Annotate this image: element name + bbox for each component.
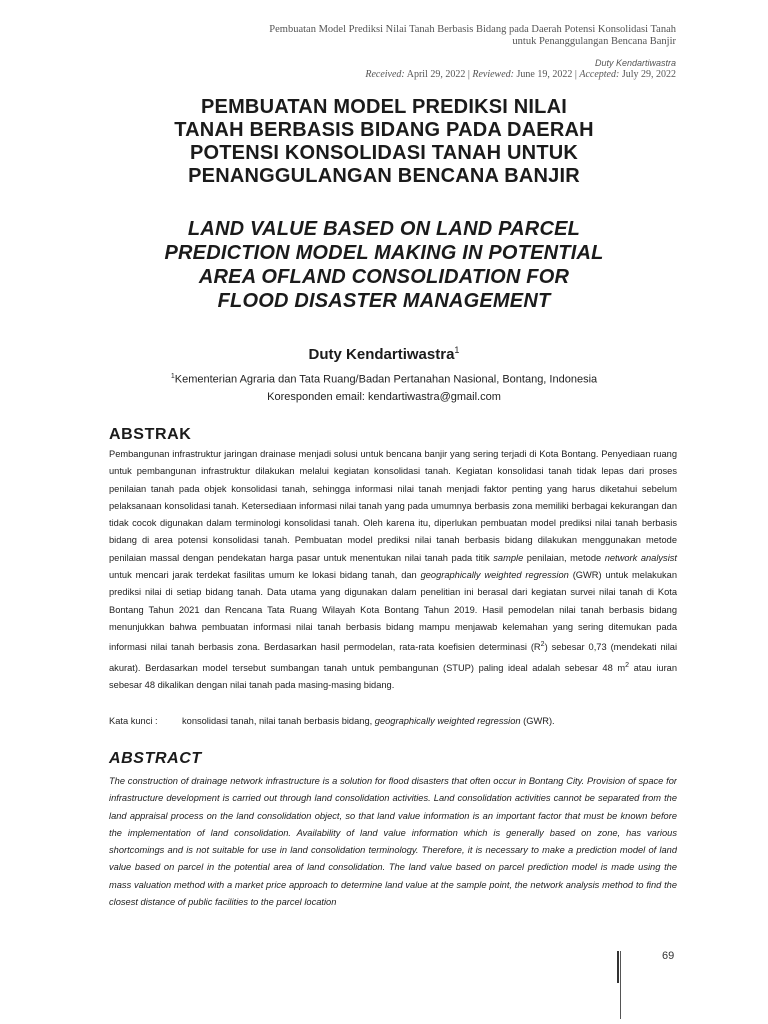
title-english (0, 217, 768, 313)
running-header-author: Duty Kendartiwastra (594, 58, 676, 68)
separator: | (467, 69, 470, 80)
keywords-label: Kata kunci : (109, 716, 158, 726)
abstrak-body (109, 446, 677, 694)
abstrak-term-sample: sample (493, 552, 524, 563)
title-indonesian (0, 96, 768, 188)
separator: | (574, 69, 577, 80)
running-title-line-2: untuk Penanggulangan Bencana Banjir (512, 36, 676, 47)
abstrak-term-network: network analysist (604, 552, 677, 563)
abstrak-text: untuk mencari jarak terdekat fasilitas umum ke lokasi bidang tanah, dan (109, 570, 421, 581)
page-number: 69 (662, 950, 675, 962)
abstract-body: The construction of drainage network infrastructure is a solution for flood disasters that often occur in Bontang City. Provision of space for infrastructure development is carried out through land consolidation activities. Land consolidation activities cannot be separated from the land appraisal process on the land consolidation object, so that land value information is an important factor that must be known before the implementation of land consolidation. Availability of land value information which is generally based on zone, has various shortcomings and is not suitable for use in land consolidation terminology. Therefore, it is necessary to make a prediction model of land value based on parcel in the potential area of land consolidation. The land value based on parcel prediction model is made using the mass valuation method with a market price approach to determine land value at the sample point, the network analysis method to find the closest distance of public facilities to the parcel location (109, 776, 677, 908)
abstrak-text: penilaian, metode (523, 552, 605, 563)
abstrak-heading: ABSTRAK (109, 426, 192, 443)
title-en-line: FLOOD DISASTER MANAGEMENT (217, 290, 551, 312)
keywords-tail: (GWR). (520, 716, 555, 726)
author-name-text: Duty Kendartiwastra (308, 346, 455, 363)
author-sup: 1 (454, 345, 460, 355)
title-id-line: PENANGGULANGAN BENCANA BANJIR (188, 165, 580, 187)
abstrak-text: Pembangunan infrastruktur jaringan drainase menjadi solusi untuk bencana banjir yang sering terjadi di Kota Bontang. Penyediaan ruang untuk pembangunan infrastruktur dilakukan melalui kegiatan konsolidasi tanah. Kegiatan konsolidasi tanah tidak lepas dari proses penilaian tanah pada objek konsolidasi tanah, sehingga informasi nilai tanah menjadi faktor penting yang harus diketahui sebelum pelaksanaan konsolidasi tanah. Ketersediaan informasi nilai tanah yang pada umumnya berbasis zona memiliki berbagai kekurangan dan tidak cocok digunakan dalam terminologi konsolidasi tanah. Oleh karena itu, diperlukan pembuatan model prediksi nilai tanah berbasis bidang di area potensi konsolidasi tanah. Pembuatan model prediksi nilai tanah berbasis bidang dilakukan menggunakan metode penilaian massal dengan pendekatan harga pasar untuk menentukan nilai tanah pada titik (109, 449, 677, 563)
affiliation-line (0, 368, 768, 389)
abstrak-text: ) sebesar 0,73 (mendekati nilai akurat). Berdasarkan model tersebut sumbangan tanah untuk pembangunan (STUP) paling ideal adalah sebesar 48 m (109, 642, 678, 673)
article-dates (365, 69, 676, 81)
affiliation-text: Kementerian Agraria dan Tata Ruang/Badan Pertanahan Nasional, Bontang, Indonesia (174, 373, 598, 386)
accepted-label: Accepted: (579, 69, 620, 80)
abstrak-term-gwr: geographically weighted regression (420, 570, 569, 581)
keywords-text: konsolidasi tanah, nilai tanah berbasis bidang, (182, 716, 375, 726)
keywords-gwr: geographically weighted regression (374, 716, 521, 726)
reviewed-date: June 19, 2022 (516, 69, 573, 80)
abstrak-text: atau iuran sebesar 48 dikalikan dengan nilai tanah pada masing-masing bidang. (109, 662, 677, 691)
affiliation-sup: 1 (170, 373, 175, 380)
title-en-line: AREA OFLAND CONSOLIDATION FOR (198, 266, 570, 288)
m2-superscript: 2 (625, 661, 630, 669)
author-name (0, 345, 768, 363)
keywords (109, 713, 677, 730)
reviewed-label: Reviewed: (472, 69, 514, 80)
accepted-date: July 29, 2022 (621, 69, 676, 80)
running-title-line-1: Pembuatan Model Prediksi Nilai Tanah Berbasis Bidang pada Daerah Potensi Konsolidasi Tanah (269, 24, 676, 35)
title-en-line: PREDICTION MODEL MAKING IN POTENTIAL (164, 242, 604, 264)
footer-rule-thin (620, 951, 621, 1019)
author-affiliation (0, 368, 768, 406)
received-date: April 29, 2022 (406, 69, 466, 80)
abstract-heading: ABSTRACT (109, 750, 202, 767)
footer-rule-thick (617, 951, 619, 983)
r2-superscript: 2 (540, 641, 545, 649)
corresponding-email: Koresponden email: kendartiwastra@gmail.com (267, 390, 501, 403)
abstrak-text: (GWR) untuk melakukan prediksi nilai di setiap bidang tanah. Data utama yang digunakan dalam penelitian ini berasal dari kegiatan survei nilai tanah di Kota Bontang Tahun 2021 dan Rencana Tata Ruang Wilayah Kota Bontang Tahun 2019. Hasil pemodelan nilai tanah berbasis bidang menunjukkan bahwa pembuatan informasi nilai tanah berbasis bidang mampu menjawab kelemahan yang sering ditemukan pada informasi nilai tanah berbasis zona. Berdasarkan hasil permodelan, rata-rata koefisien determinasi (R (109, 570, 677, 653)
title-en-line: LAND VALUE BASED ON LAND PARCEL (187, 218, 581, 240)
received-label: Received: (365, 69, 405, 80)
title-id-line: POTENSI KONSOLIDASI TANAH UNTUK (189, 142, 579, 164)
title-id-line: PEMBUATAN MODEL PREDIKSI NILAI (200, 96, 567, 118)
title-id-line: TANAH BERBASIS BIDANG PADA DAERAH (174, 119, 594, 141)
running-header-title (206, 24, 676, 48)
